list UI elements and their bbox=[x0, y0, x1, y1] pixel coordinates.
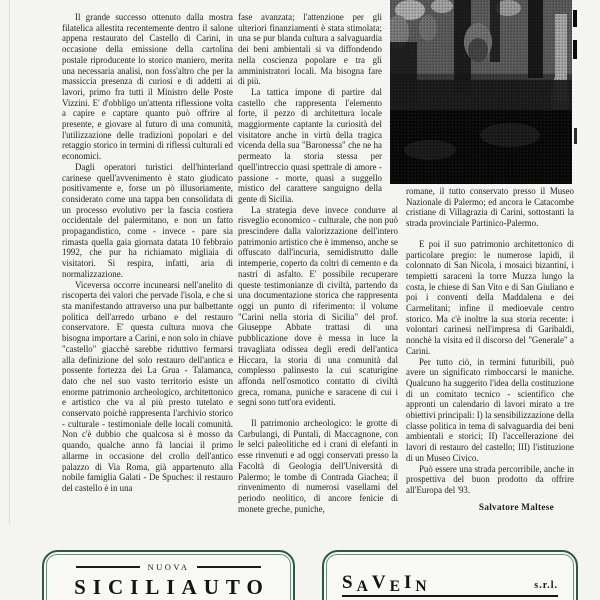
ad-inner-border bbox=[326, 554, 574, 600]
ad-title-savein: SAVEIN bbox=[342, 572, 431, 595]
byline: Salvatore Maltese bbox=[478, 501, 554, 512]
header-rule-left bbox=[76, 566, 140, 568]
paragraph: romane, il tutto conservato presso il Museo Nazionale di Palermo; ed ancora le Catacombe cristiane di Villagrazia di Carini, sottostanti la strada provinciale Partinico-Palermo. bbox=[406, 186, 574, 229]
article-column-2 bbox=[238, 12, 398, 514]
halftone-photo-graphic bbox=[390, 0, 572, 184]
paragraph: Dagli operatori turistici dell'hinterland carinese quell'avvenimento è stato giudicato positivamente e, forse un pò illusoriamente, considerato come una tappa ben consolidata di un processo evolutivo per la fascia costiera occidentale del palermitano, e non un fatto propagandistico, come - invece - pare sia rimasta quella gaia giornata datata 10 febbraio 1992, che pur ha richiamato migliaia di visitatori. Si respira, infatti, aria di normalizzazione. bbox=[62, 161, 233, 279]
ad-inner-border bbox=[46, 554, 291, 600]
paragraph: Il grande successo ottenuto dalla mostra filatelica allestita recentemente dentro il salone appena restaurato del Castello di Carini, in occasione della emissione della cartolina postale riproducente lo storico maniero, merita una necessaria analisi, non foss'altro che per la massiccia presenza di curiosi e di addetti ai lavori, primo fra tutti il Ministro delle Poste Vizzini. E' d'obbligo un'attenta riflessione volta a capire e captare quanto può offrire al presente, e giovare al futuro di una comunità, l'utilizzazione delle tradizioni popolari e del retaggio storico in termini di riflessi culturali ed economici. bbox=[62, 12, 233, 162]
paragraph: Viceversa occorre incunearsi nell'anelito di riscoperta dei valori che pervade l'isola, e che si sta manifestando attraverso una pur balbettante politica dell'arredo urbano e del restauro conservatore. E' questa cultura nuova che bisogna importare a Carini, e non solo in chiave "castello" giacchè sarebbe riduttivo fermarsi alla definizione del solo restauro dell'antica e possente fortezza dei La Grua - Talamanca, dato che nel suo vasto territorio esiste un enorme patrimonio archeologico, architettonico e artistico che va al più presto tutelato e conservato poichè rappresenta l'archivio storico - culturale - testimoniale delle locali comunità. Non c'è dubbio che qualcosa si è mosso da quando, qualche anno fà lanciai il primo allarme in occasione del crollo dell'antico palazzo di Via Roma, già appartenuto alla nobile famiglia Galati - De Spuches: il restauro del castello è in una bbox=[62, 279, 233, 493]
paragraph: Può essere una strada percorribile, anche in prospettiva del buon prodotto da offrire all'Europa del '93. bbox=[406, 463, 574, 495]
ad-header-nuova: NUOVA bbox=[147, 562, 190, 572]
scan-edge-line bbox=[9, 0, 10, 524]
ad-box-siciliauto bbox=[42, 550, 295, 600]
header-rule-right bbox=[197, 566, 261, 568]
ad-header-row bbox=[47, 562, 290, 572]
article-column-1 bbox=[62, 12, 233, 514]
paragraph: Per tutto ciò, in termini futuribili, può avere un significato rimboccarsi le maniche. Qualcuno ha suggerito l'idea della costituzione di un comitato tecnico - scientifico che appronti un calendario di lavori mirato a tre obiettivi principali: I) la sensibilizzazione della classe politica in tema di salvaguardia dei beni ambientali e storici; II) l'accellerazione dei lavori di restauro del castello; III) l'istituzione di un Museo Civico. bbox=[406, 356, 574, 463]
paragraph: La strategia deve invece condurre al risveglio economico - culturale, che non può prescindere dalla valorizzazione dell'intero patrimonio artistico che è immenso, anche se offuscato dall'incuria, semidistrutto dalle intemperie, coperto da coltri di cemento e da nastri di asfalto. E' possibile recuperare queste testimonianze di civiltà, partendo da una documentazione storica che rappresenta oggi un punto di riferimento: il volume "Carini nella storia di Sicilia" del prof. Giuseppe Abbate trattasi di una pubblicazione dove è messa in luce la travagliata odissea degli eredi dell'antica Hiccara, la storia di una comunità dal complesso palinsesto la cui scaturigine affonda nell'osmotico contatto di civiltà greca, romana, puniche e saracene di cui i segni sono tutt'ora evidenti. bbox=[238, 204, 398, 408]
ad-box-savein bbox=[322, 550, 578, 600]
registration-mark bbox=[573, 40, 577, 59]
article-photo bbox=[390, 0, 572, 184]
paragraph: fase avanzata; l'attenzione per gli ulteriori finanziamenti è stata stimolata; una se pur blanda cultura a salvaguardia dei beni ambientali si va diffondendo nella coscienza popolare e tra gli amministratori locali. Ma bisogna fare di più. bbox=[238, 12, 382, 87]
paragraph: E poi il suo patrimonio architettonico di particolare pregio: le numerose lapidi, il colonnato di San Nicola, i mosaici bizantini, i tempietti saraceni la torre Muzza lungo la costa, le chiese di San Vito e di San Giuliano e poi i conventi della Maddalena e dei Carmelitani; infine il medioevale centro storico. Ma c'è inoltre la sua storia recente: i volontari carinesi nell'impresa di Garibaldi, nonchè la visita ed il discorso del "Generale" a Carini. bbox=[406, 238, 574, 356]
ad-title-siciliauto: SICILIAUTO bbox=[74, 575, 270, 599]
paragraph: La tattica impone di partire dal castello che rappresenta l'elemento forte, il pezzo di architettura locale maggiormente captante la curiosità del visitatore anche in virtù della tragica vicenda della sua "Baronessa" che ne ha permeato la storia stessa per quell'intreccio quasi spettrale di amore - passione - morte, quasi a suggello mistico del carattere sanguigno della gente di Sicilia. bbox=[238, 86, 382, 204]
registration-mark bbox=[573, 10, 577, 27]
ad-title-row bbox=[342, 572, 558, 597]
paragraph: Il patrimonio archeologico: le grotte di Carbulangi, di Puntali, di Maccagnone, con le selci paleolitiche ed i crani di elefanti in esse rinvenuti e ad oggi conservati presso la Facoltà di Geologia dell'Università di Palermo; le tombe di Contrada Giachea; il rinvenimento di numerosi vasellami del periodo neolitico, di ancore fenicie di monete greche, puniche, bbox=[238, 418, 398, 514]
ad-suffix-srl: s.r.l. bbox=[534, 580, 558, 591]
registration-mark bbox=[574, 128, 577, 144]
